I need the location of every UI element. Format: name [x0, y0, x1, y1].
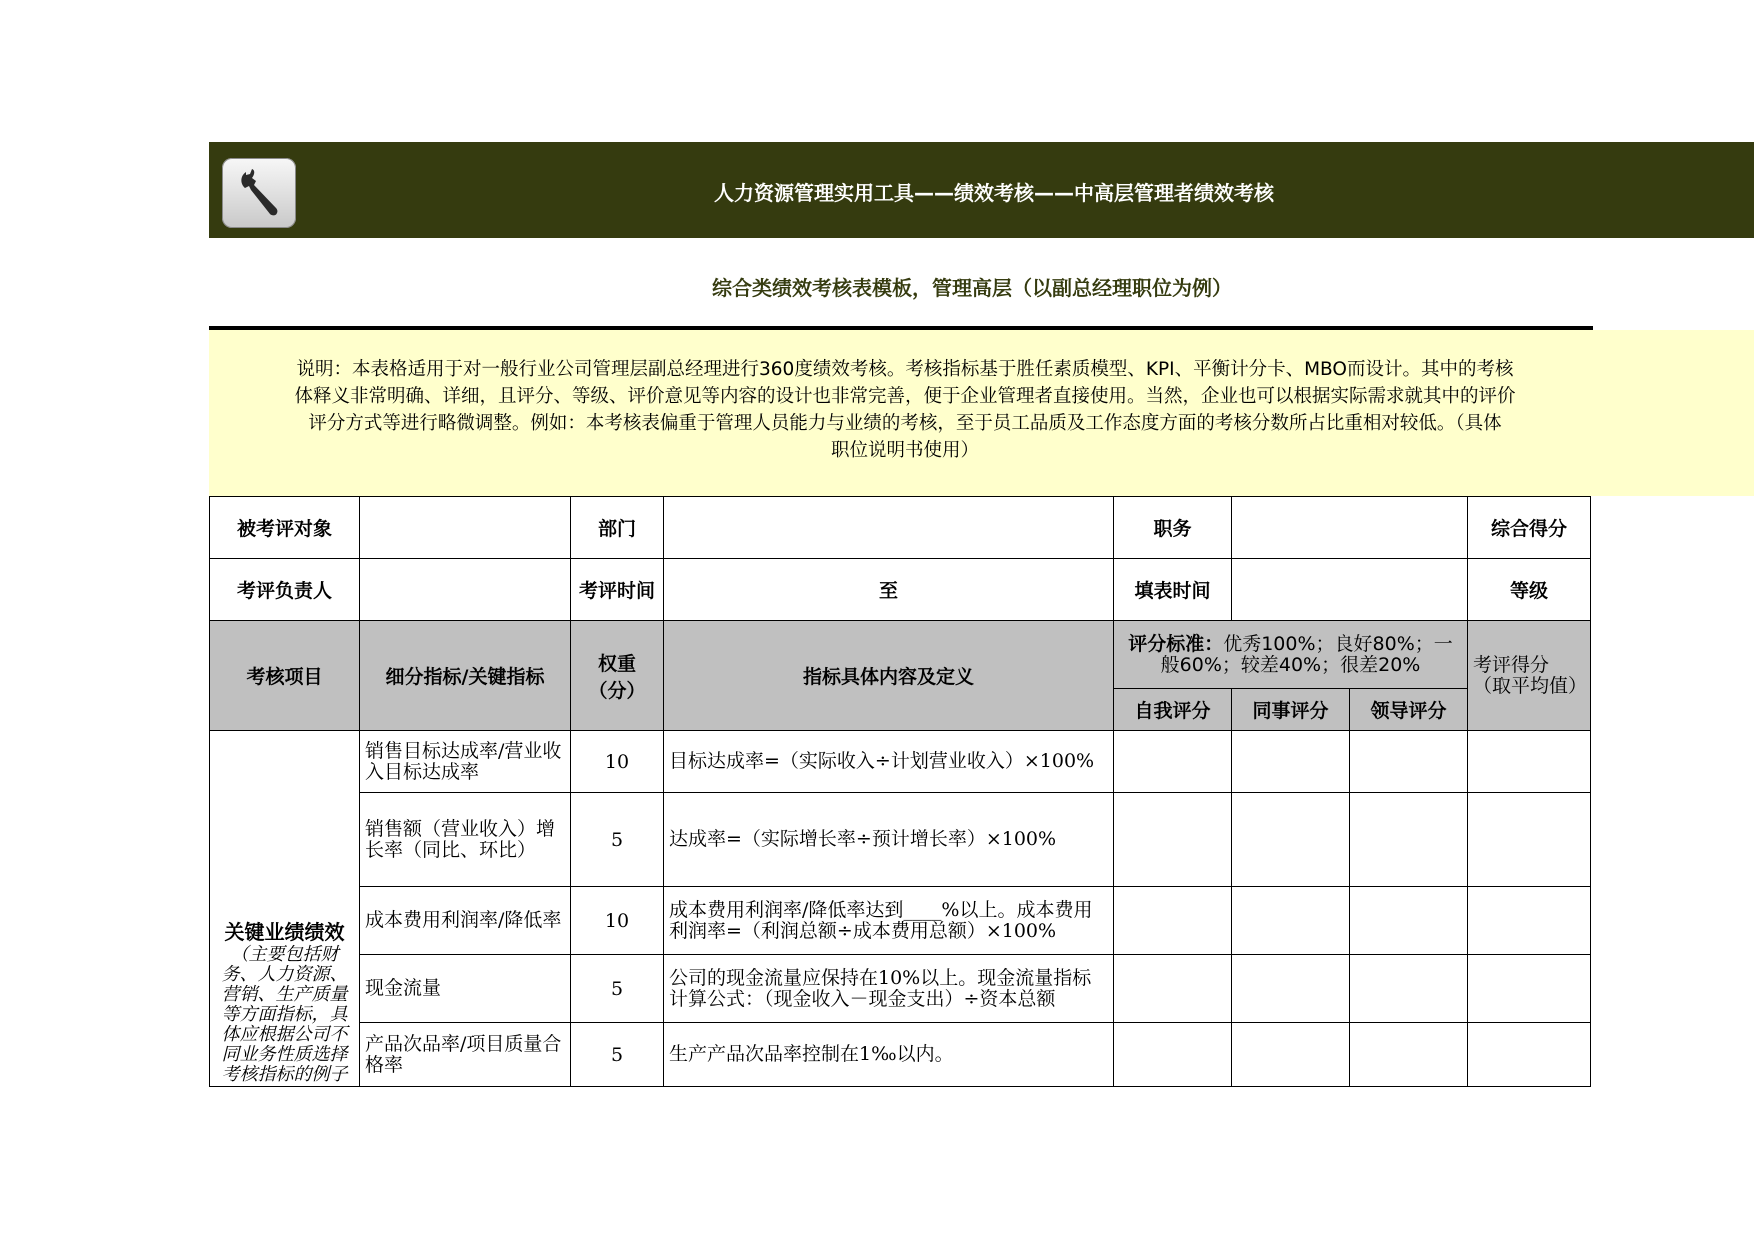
avg-score-cell[interactable]	[1468, 793, 1591, 887]
wrench-icon[interactable]	[222, 158, 296, 228]
leader-score-cell[interactable]	[1350, 887, 1468, 955]
leader-score-cell[interactable]	[1350, 793, 1468, 887]
avg-score-cell[interactable]	[1468, 1023, 1591, 1087]
weight-cell: 5	[571, 955, 664, 1023]
position-label: 职务	[1114, 497, 1232, 559]
definition-cell: 生产产品次品率控制在1‰以内。	[664, 1023, 1114, 1087]
peer-score-cell[interactable]	[1232, 955, 1350, 1023]
position-field[interactable]	[1232, 497, 1468, 559]
note-text: 说明：本表格适用于对一般行业公司管理层副总经理进行360度绩效考核。考核指标基于胜任素质模型、KPI、平衡计分卡、MBO而设计。其中的考核 体释义非常明确、详细，且评分、等级、评价意见等内容的设计也非常完善，便于企业管理者直接使用。当然，企业也可以根据实际需求就其中的评价 评分方式等进行略微调整。例如：本考核表偏重于管理人员能力与业绩的考核，至于员工品质及工作态度方面的考核分数所占比重相对较低。（具体 职位说明书使用）	[294, 359, 1516, 461]
self-score-cell[interactable]	[1114, 887, 1232, 955]
indicator-cell: 现金流量	[360, 955, 571, 1023]
standard-text: 优秀100%；良好80%；一般60%；较差40%；很差20%	[1160, 632, 1453, 676]
definition-cell: 目标达成率=（实际收入÷计划营业收入）×100%	[664, 731, 1114, 793]
period-label: 考评时间	[571, 559, 664, 621]
avg-score-cell[interactable]	[1468, 955, 1591, 1023]
category-cell	[210, 731, 360, 1087]
grade-label: 等级	[1468, 559, 1591, 621]
weight-cell: 5	[571, 793, 664, 887]
category-desc: （主要包括财务、人力资源、营销、生产质量等方面指标，具体应根据公司不同业务性质选择考核指标的例子	[221, 944, 348, 1085]
definition-cell: 公司的现金流量应保持在10%以上。现金流量指标计算公式：（现金收入－现金支出）÷资本总额	[664, 955, 1114, 1023]
col-item: 考核项目	[210, 621, 360, 731]
col-score: 考评得分（取平均值）	[1468, 621, 1591, 731]
indicator-cell: 销售额（营业收入）增长率（同比、环比）	[360, 793, 571, 887]
form-subtitle: 综合类绩效考核表模板，管理高层（以副总经理职位为例）	[712, 276, 1232, 300]
category-title: 关键业绩绩效	[224, 920, 345, 944]
indicator-cell: 成本费用利润率/降低率	[360, 887, 571, 955]
col-leader: 领导评分	[1350, 689, 1468, 731]
note-box	[209, 330, 1754, 496]
leader-score-cell[interactable]	[1350, 1023, 1468, 1087]
definition-cell: 达成率=（实际增长率÷预计增长率）×100%	[664, 793, 1114, 887]
col-weight: 权重（分）	[571, 621, 664, 731]
reviewer-label: 考评负责人	[210, 559, 360, 621]
peer-score-cell[interactable]	[1232, 1023, 1350, 1087]
fill-date-field[interactable]	[1232, 559, 1468, 621]
dept-field[interactable]	[664, 497, 1114, 559]
leader-score-cell[interactable]	[1350, 731, 1468, 793]
self-score-cell[interactable]	[1114, 1023, 1232, 1087]
page-title: 人力资源管理实用工具——绩效考核——中高层管理者绩效考核	[714, 181, 1274, 205]
self-score-cell[interactable]	[1114, 793, 1232, 887]
total-score-label: 综合得分	[1468, 497, 1591, 559]
col-peer: 同事评分	[1232, 689, 1350, 731]
peer-score-cell[interactable]	[1232, 887, 1350, 955]
col-self: 自我评分	[1114, 689, 1232, 731]
indicator-cell: 销售目标达成率/营业收入目标达成率	[360, 731, 571, 793]
self-score-cell[interactable]	[1114, 955, 1232, 1023]
evaluation-table	[209, 496, 1591, 1087]
definition-cell: 成本费用利润率/降低率达到____%以上。成本费用利润率=（利润总额÷成本费用总额）×100%	[664, 887, 1114, 955]
leader-score-cell[interactable]	[1350, 955, 1468, 1023]
reviewer-field[interactable]	[360, 559, 571, 621]
subject-label: 被考评对象	[210, 497, 360, 559]
fill-date-label: 填表时间	[1114, 559, 1232, 621]
weight-cell: 10	[571, 887, 664, 955]
weight-cell: 10	[571, 731, 664, 793]
peer-score-cell[interactable]	[1232, 793, 1350, 887]
title-banner	[209, 142, 1754, 238]
standard-title: 评分标准：	[1128, 632, 1224, 655]
col-definition: 指标具体内容及定义	[664, 621, 1114, 731]
dept-label: 部门	[571, 497, 664, 559]
peer-score-cell[interactable]	[1232, 731, 1350, 793]
period-field[interactable]: 至	[664, 559, 1114, 621]
weight-cell: 5	[571, 1023, 664, 1087]
subject-field[interactable]	[360, 497, 571, 559]
scoring-standard	[1114, 621, 1468, 689]
avg-score-cell[interactable]	[1468, 731, 1591, 793]
indicator-cell: 产品次品率/项目质量合格率	[360, 1023, 571, 1087]
self-score-cell[interactable]	[1114, 731, 1232, 793]
col-indicator: 细分指标/关键指标	[360, 621, 571, 731]
avg-score-cell[interactable]	[1468, 887, 1591, 955]
